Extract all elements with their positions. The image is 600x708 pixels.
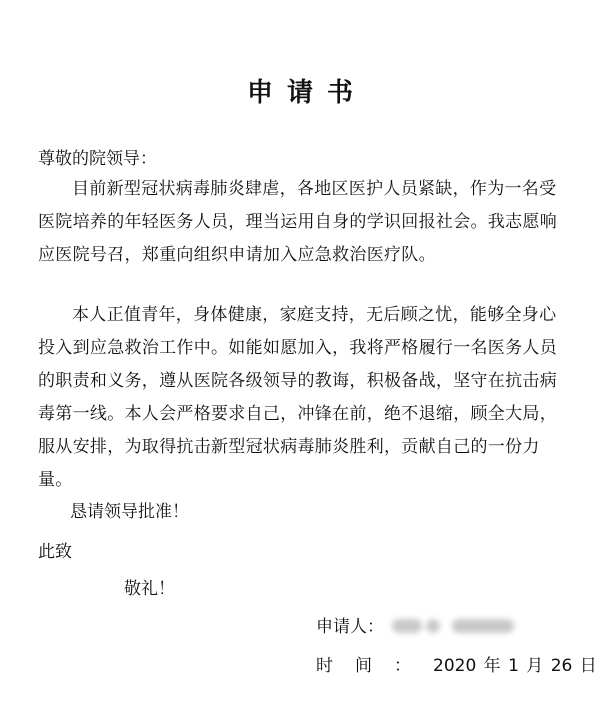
body-paragraph-1: 目前新型冠状病毒肺炎肆虐，各地区医护人员紧缺，作为一名受医院培养的年轻医务人员，理当运用自身的学识回报社会。我志愿响应医院号召，郑重向组织申请加入应急救治医疗队。 [38, 179, 557, 265]
closing-phrase: 此致 [38, 542, 72, 562]
date-row [316, 651, 597, 676]
applicant-label: 申请人： [316, 617, 384, 637]
time-label: 时间： [316, 656, 433, 676]
salutation: 尊敬的院领导： [38, 149, 157, 169]
regards: 敬礼！ [124, 579, 175, 599]
letter-title: 申请书 [246, 78, 367, 108]
closing-request: 恳请领导批准！ [70, 502, 189, 522]
applicant-name-redacted [390, 617, 518, 635]
application-date: 2020 年 1 月 26 日 [433, 656, 597, 676]
body-paragraph-2: 本人正值青年，身体健康，家庭支持，无后顾之忧，能够全身心投入到应急救治工作中。如能如愿加入，我将严格履行一名医务人员的职责和义务，遵从医院各级领导的教诲，积极备战，坚守在抗击病毒第一线。本人会严格要求自己，冲锋在前，绝不退缩，顾全大局，服从安排，为取得抗击新型冠状病毒肺炎胜利，贡献自己的一份力量。 [38, 305, 557, 490]
